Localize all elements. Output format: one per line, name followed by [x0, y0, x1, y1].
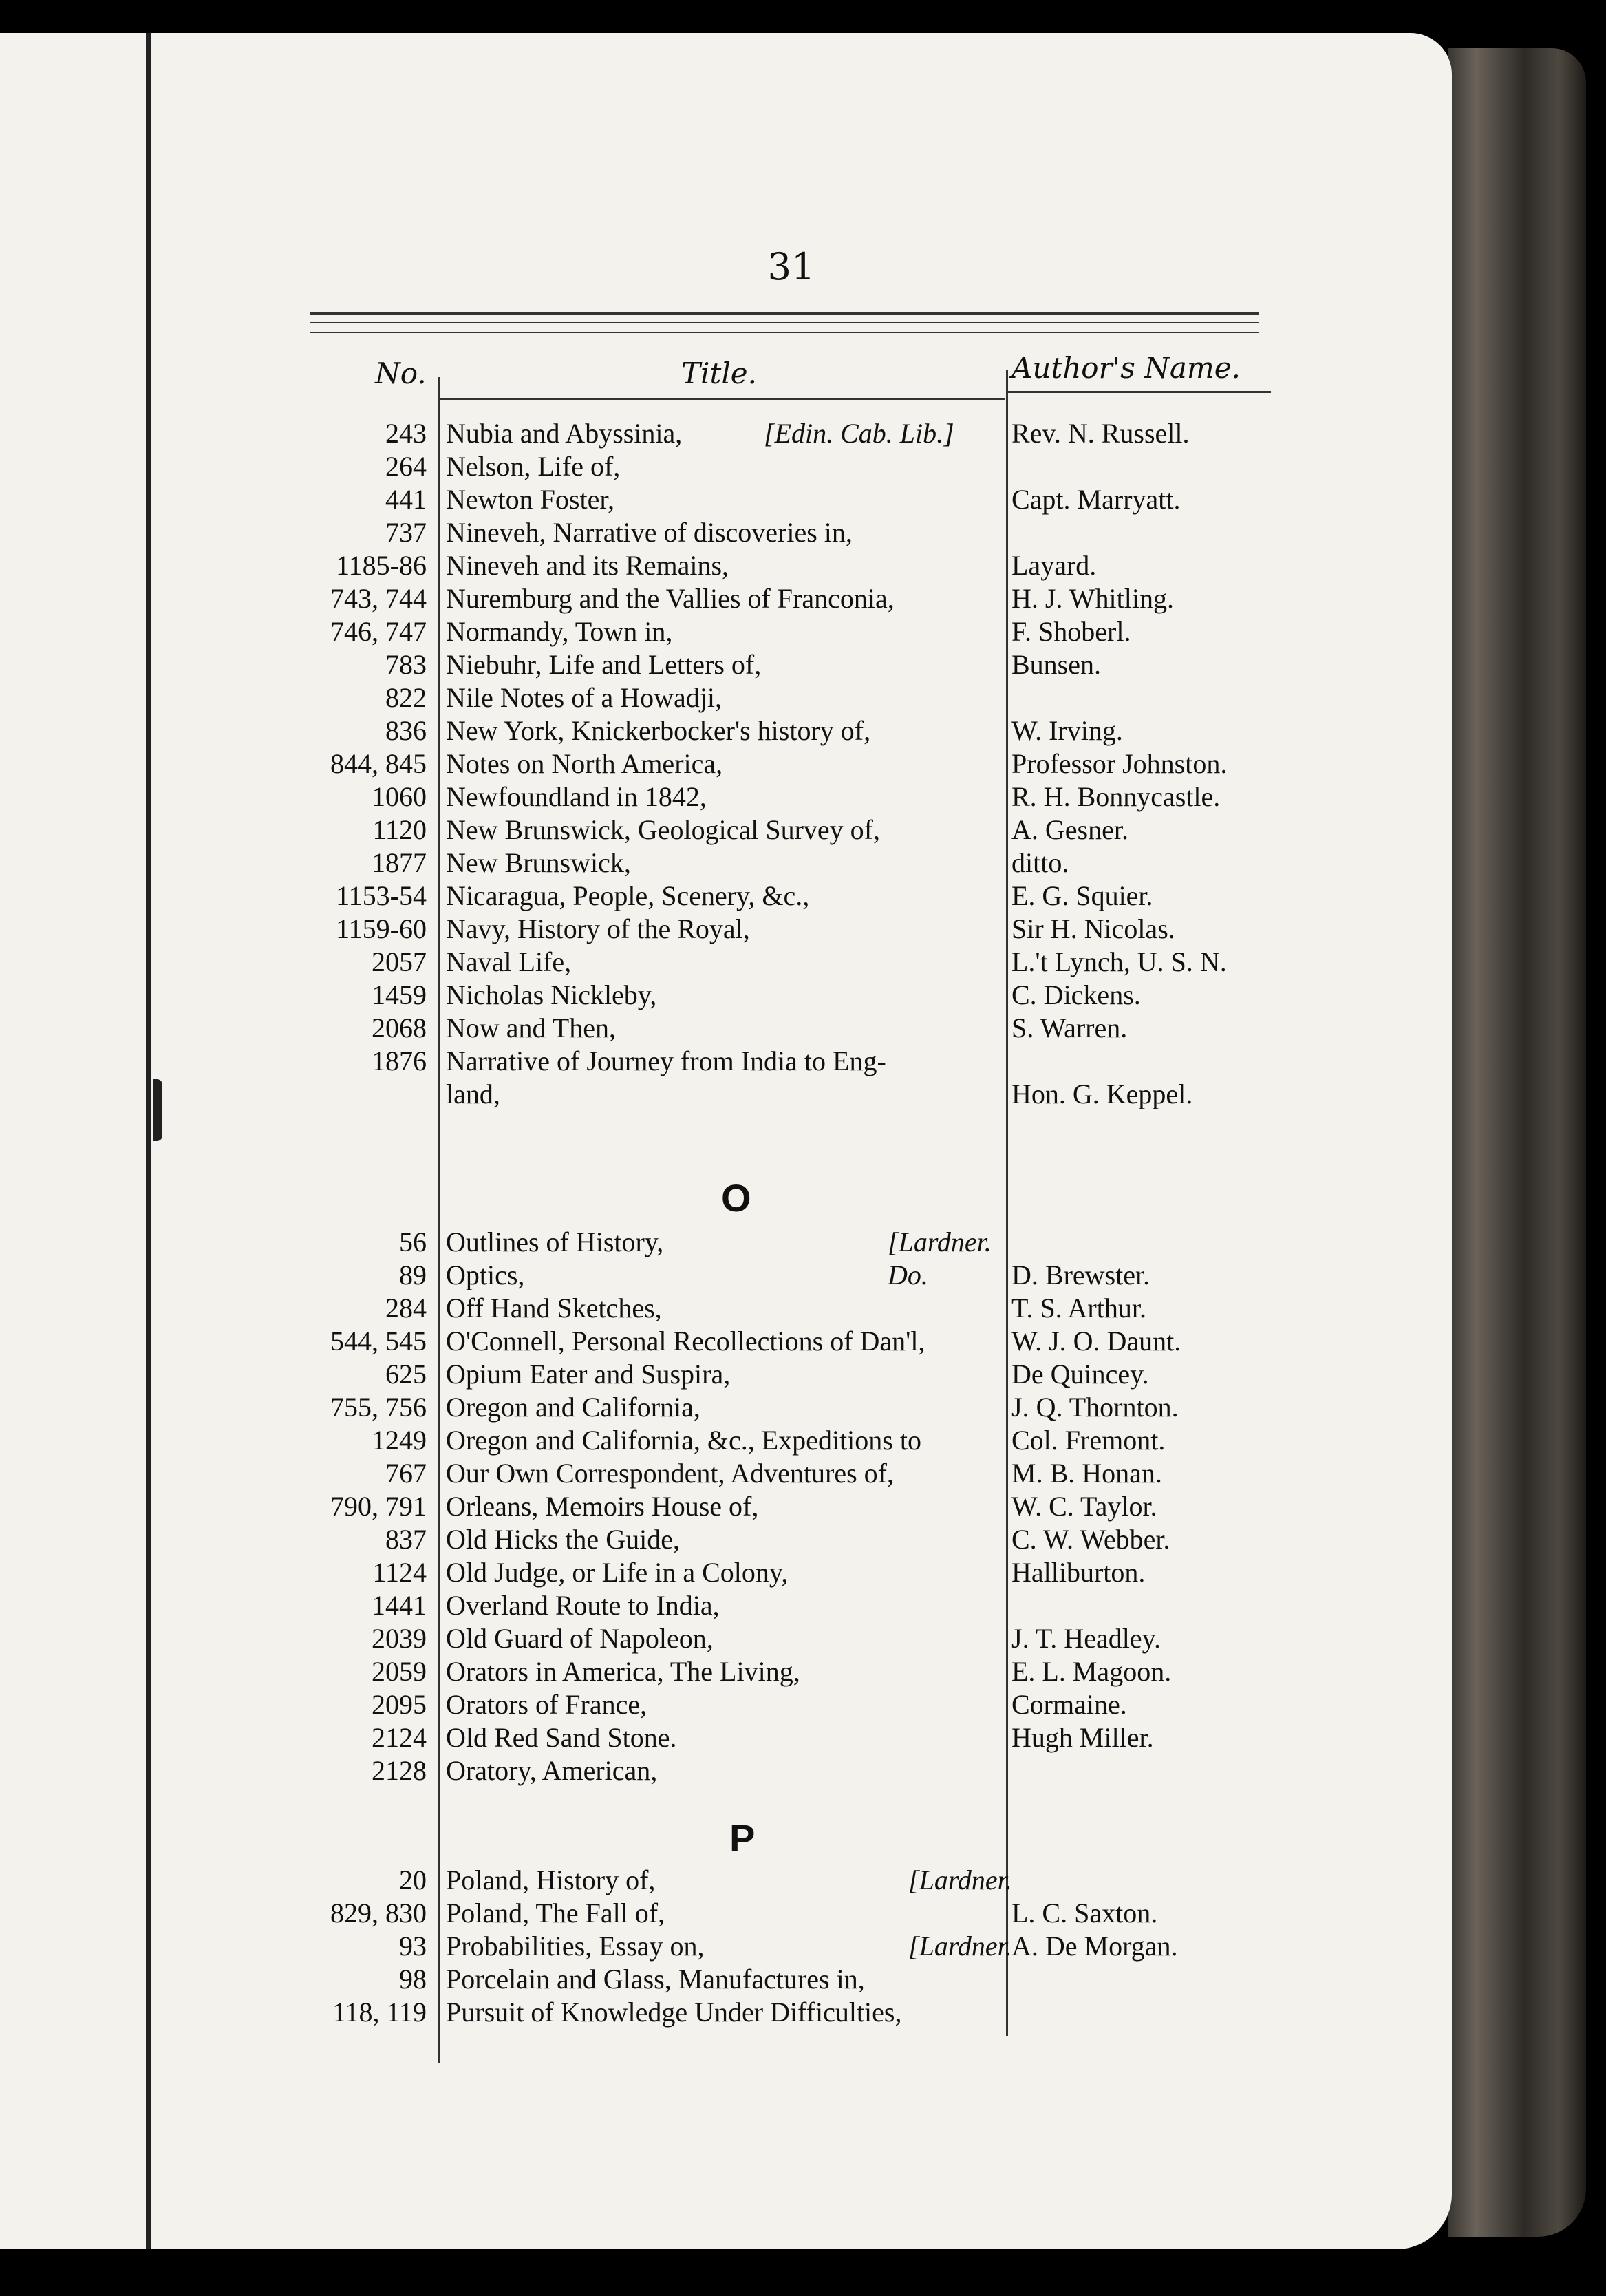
entry-title: Nile Notes of a Howadji,	[446, 682, 722, 713]
entry-series: Do.	[888, 1259, 928, 1290]
entry-number: 1876	[372, 1045, 427, 1076]
entry-number: 20	[399, 1864, 427, 1895]
entry-number: 2068	[372, 1012, 427, 1043]
catalogue-entry	[0, 549, 1376, 582]
catalogue-entry	[0, 1556, 1376, 1589]
entry-author: L. C. Saxton.	[1011, 1898, 1158, 1928]
book-page	[0, 33, 1452, 2249]
entry-title: Probabilities, Essay on,	[446, 1931, 705, 1962]
entry-number: 625	[385, 1359, 427, 1390]
entry-number: 1459	[372, 979, 427, 1010]
entry-title: Notes on North America,	[446, 748, 723, 779]
entry-title: Nubia and Abyssinia,	[446, 418, 683, 449]
catalogue-entry	[0, 1424, 1376, 1457]
entry-author: W. J. O. Daunt.	[1011, 1326, 1181, 1357]
catalogue-entry	[0, 1226, 1376, 1259]
entry-author: L.'t Lynch, U. S. N.	[1011, 946, 1227, 977]
entry-number: 822	[385, 682, 427, 713]
page-number: 31	[767, 245, 815, 288]
catalogue-entry	[0, 880, 1376, 913]
entry-author: ditto.	[1011, 847, 1069, 878]
entry-number: 743, 744	[330, 583, 427, 614]
entry-number: 98	[399, 1964, 427, 1995]
page-edge	[1448, 48, 1586, 2237]
entry-number: 2095	[372, 1689, 427, 1720]
entry-title: Nuremburg and the Vallies of Franconia,	[446, 583, 895, 614]
entry-number: 2039	[372, 1623, 427, 1654]
entry-title: Overland Route to India,	[446, 1590, 720, 1621]
entry-number: 1124	[372, 1557, 427, 1588]
entry-number: 93	[399, 1931, 427, 1962]
header-author: Author's Name.	[1011, 351, 1241, 385]
entry-number: 1120	[372, 814, 427, 845]
entry-author: Capt. Marryatt.	[1011, 484, 1181, 515]
catalogue-entry	[0, 1622, 1376, 1655]
entry-title: Old Red Sand Stone.	[446, 1722, 677, 1753]
entry-number: 767	[385, 1458, 427, 1489]
catalogue-entry	[0, 1078, 1376, 1111]
catalogue-entry	[0, 747, 1376, 780]
entry-title: Orators in America, The Living,	[446, 1656, 800, 1687]
catalogue-entry	[0, 450, 1376, 483]
entry-title: New Brunswick,	[446, 847, 631, 878]
entry-title: Nineveh and its Remains,	[446, 550, 729, 581]
entry-number: 118, 119	[332, 1997, 427, 2028]
entry-author: J. T. Headley.	[1011, 1623, 1161, 1654]
entry-title: Porcelain and Glass, Manufactures in,	[446, 1964, 865, 1995]
catalogue-entry	[0, 681, 1376, 714]
entry-number: 56	[399, 1226, 427, 1257]
entry-title: Now and Then,	[446, 1012, 616, 1043]
catalogue-entry	[0, 483, 1376, 516]
entry-author: Professor Johnston.	[1011, 748, 1228, 779]
catalogue-entry	[0, 1996, 1376, 2029]
entry-author: W. C. Taylor.	[1011, 1491, 1157, 1522]
header-rule-title	[440, 398, 1005, 400]
catalogue-entry	[0, 1292, 1376, 1325]
entry-author: C. W. Webber.	[1011, 1524, 1170, 1555]
entry-author: J. Q. Thornton.	[1011, 1392, 1179, 1423]
entry-title: O'Connell, Personal Recollections of Dan'l,	[446, 1326, 925, 1357]
catalogue-entry	[0, 913, 1376, 946]
entry-title: Our Own Correspondent, Adventures of,	[446, 1458, 894, 1489]
entry-title: Newton Foster,	[446, 484, 615, 515]
entry-number: 783	[385, 649, 427, 680]
catalogue-entry	[0, 1490, 1376, 1523]
entry-title: Nicholas Nickleby,	[446, 979, 657, 1010]
entry-author: M. B. Honan.	[1011, 1458, 1162, 1489]
entry-number: 844, 845	[330, 748, 427, 779]
section-p-heading: P	[729, 1816, 756, 1860]
catalogue-entry	[0, 1864, 1376, 1897]
entry-author: C. Dickens.	[1011, 979, 1141, 1010]
header-title: Title.	[681, 357, 757, 390]
entry-title: Niebuhr, Life and Letters of,	[446, 649, 762, 680]
catalogue-entry	[0, 417, 1376, 450]
catalogue-entry	[0, 780, 1376, 814]
entry-number: 1441	[372, 1590, 427, 1621]
entry-title: Nineveh, Narrative of discoveries in,	[446, 517, 853, 548]
entry-number: 1249	[372, 1425, 427, 1456]
entry-author: Halliburton.	[1011, 1557, 1146, 1588]
catalogue-entry	[0, 1523, 1376, 1556]
entry-title: Poland, The Fall of,	[446, 1898, 665, 1928]
entry-number: 1153-54	[336, 880, 427, 911]
entry-author: De Quincey.	[1011, 1359, 1149, 1390]
catalogue-entry	[0, 1457, 1376, 1490]
catalogue-entry	[0, 615, 1376, 648]
entry-author: Sir H. Nicolas.	[1011, 913, 1175, 944]
entry-number: 2124	[372, 1722, 427, 1753]
entry-number: 746, 747	[330, 616, 427, 647]
catalogue-entry	[0, 1897, 1376, 1930]
entry-author: Hugh Miller.	[1011, 1722, 1154, 1753]
entry-number: 836	[385, 715, 427, 746]
entry-number: 755, 756	[330, 1392, 427, 1423]
entry-number: 1060	[372, 781, 427, 812]
entry-title: Normandy, Town in,	[446, 616, 673, 647]
entry-title: Navy, History of the Royal,	[446, 913, 750, 944]
entry-number: 89	[399, 1259, 427, 1290]
entry-author: E. L. Magoon.	[1011, 1656, 1172, 1687]
entry-title: Optics,	[446, 1259, 525, 1290]
header-rule-top-thin2	[310, 332, 1259, 333]
entry-title: Orators of France,	[446, 1689, 647, 1720]
catalogue-entry	[0, 516, 1376, 549]
entry-title: New Brunswick, Geological Survey of,	[446, 814, 880, 845]
entry-number: 2128	[372, 1755, 427, 1786]
entry-title: Oregon and California,	[446, 1392, 700, 1423]
catalogue-entry	[0, 1688, 1376, 1721]
catalogue-entry	[0, 1012, 1376, 1045]
entry-title: land,	[446, 1078, 500, 1109]
entry-title: Old Hicks the Guide,	[446, 1524, 680, 1555]
entry-number: 284	[385, 1293, 427, 1324]
entry-title: Old Guard of Napoleon,	[446, 1623, 714, 1654]
entry-author: Hon. G. Keppel.	[1011, 1078, 1193, 1109]
catalogue-entry	[0, 1754, 1376, 1787]
entry-title: Pursuit of Knowledge Under Difficulties,	[446, 1997, 902, 2028]
catalogue-entry	[0, 1963, 1376, 1996]
entry-author: H. J. Whitling.	[1011, 583, 1174, 614]
entry-series: [Lardner.	[908, 1864, 1012, 1895]
entry-series: [Lardner.	[888, 1226, 992, 1257]
entry-author: W. Irving.	[1011, 715, 1123, 746]
entry-number: 1159-60	[336, 913, 427, 944]
section-o-heading: O	[721, 1176, 751, 1220]
entry-author: S. Warren.	[1011, 1012, 1128, 1043]
entry-title: Opium Eater and Suspira,	[446, 1359, 731, 1390]
catalogue-entry	[0, 648, 1376, 681]
catalogue-entry	[0, 1930, 1376, 1963]
entry-title: New York, Knickerbocker's history of,	[446, 715, 871, 746]
entry-title: Orleans, Memoirs House of,	[446, 1491, 759, 1522]
entry-title: Old Judge, or Life in a Colony,	[446, 1557, 789, 1588]
catalogue-entry	[0, 946, 1376, 979]
entry-number: 264	[385, 451, 427, 482]
header-rule-top	[310, 312, 1259, 315]
catalogue-entry	[0, 1589, 1376, 1622]
catalogue-entry	[0, 979, 1376, 1012]
catalogue-entry	[0, 582, 1376, 615]
entry-title: Narrative of Journey from India to Eng-	[446, 1045, 886, 1076]
catalogue-entry	[0, 1391, 1376, 1424]
entry-number: 829, 830	[330, 1898, 427, 1928]
entry-author: Cormaine.	[1011, 1689, 1127, 1720]
entry-number: 243	[385, 418, 427, 449]
entry-number: 790, 791	[330, 1491, 427, 1522]
entry-number: 837	[385, 1524, 427, 1555]
entry-title: Nicaragua, People, Scenery, &c.,	[446, 880, 810, 911]
catalogue-entry	[0, 1655, 1376, 1688]
entry-title: Naval Life,	[446, 946, 572, 977]
entry-title: Oregon and California, &c., Expeditions to	[446, 1425, 921, 1456]
entry-number: 544, 545	[330, 1326, 427, 1357]
entry-number: 737	[385, 517, 427, 548]
entry-author: F. Shoberl.	[1011, 616, 1131, 647]
catalogue-entry	[0, 1259, 1376, 1292]
entry-number: 441	[385, 484, 427, 515]
catalogue-entry	[0, 1325, 1376, 1358]
entry-title: Off Hand Sketches,	[446, 1293, 662, 1324]
entry-author: A. Gesner.	[1011, 814, 1128, 845]
entry-number: 2057	[372, 946, 427, 977]
entry-title: Poland, History of,	[446, 1864, 656, 1895]
entry-author: E. G. Squier.	[1011, 880, 1153, 911]
catalogue-entry	[0, 1358, 1376, 1391]
catalogue-entry	[0, 847, 1376, 880]
header-rule-top-thin	[310, 322, 1259, 323]
header-no: No.	[375, 357, 427, 390]
entry-number: 1185-86	[336, 550, 427, 581]
entry-title: Oratory, American,	[446, 1755, 658, 1786]
entry-author: T. S. Arthur.	[1011, 1293, 1146, 1324]
header-rule-author	[1006, 391, 1271, 393]
catalogue-entry	[0, 714, 1376, 747]
entry-series: [Lardner.	[908, 1931, 1012, 1962]
entry-author: R. H. Bonnycastle.	[1011, 781, 1221, 812]
catalogue-entry	[0, 814, 1376, 847]
entry-title: Newfoundland in 1842,	[446, 781, 707, 812]
entry-author: A. De Morgan.	[1011, 1931, 1178, 1962]
entry-number: 1877	[372, 847, 427, 878]
entry-author: Col. Fremont.	[1011, 1425, 1166, 1456]
entry-author: D. Brewster.	[1011, 1259, 1150, 1290]
entry-author: Bunsen.	[1011, 649, 1101, 680]
entry-title: Nelson, Life of,	[446, 451, 621, 482]
entry-author: Layard.	[1011, 550, 1097, 581]
entry-series: [Edin. Cab. Lib.]	[764, 418, 954, 449]
entry-number: 2059	[372, 1656, 427, 1687]
entry-title: Outlines of History,	[446, 1226, 664, 1257]
catalogue-entry	[0, 1045, 1376, 1078]
catalogue-entry	[0, 1721, 1376, 1754]
entry-author: Rev. N. Russell.	[1011, 418, 1190, 449]
